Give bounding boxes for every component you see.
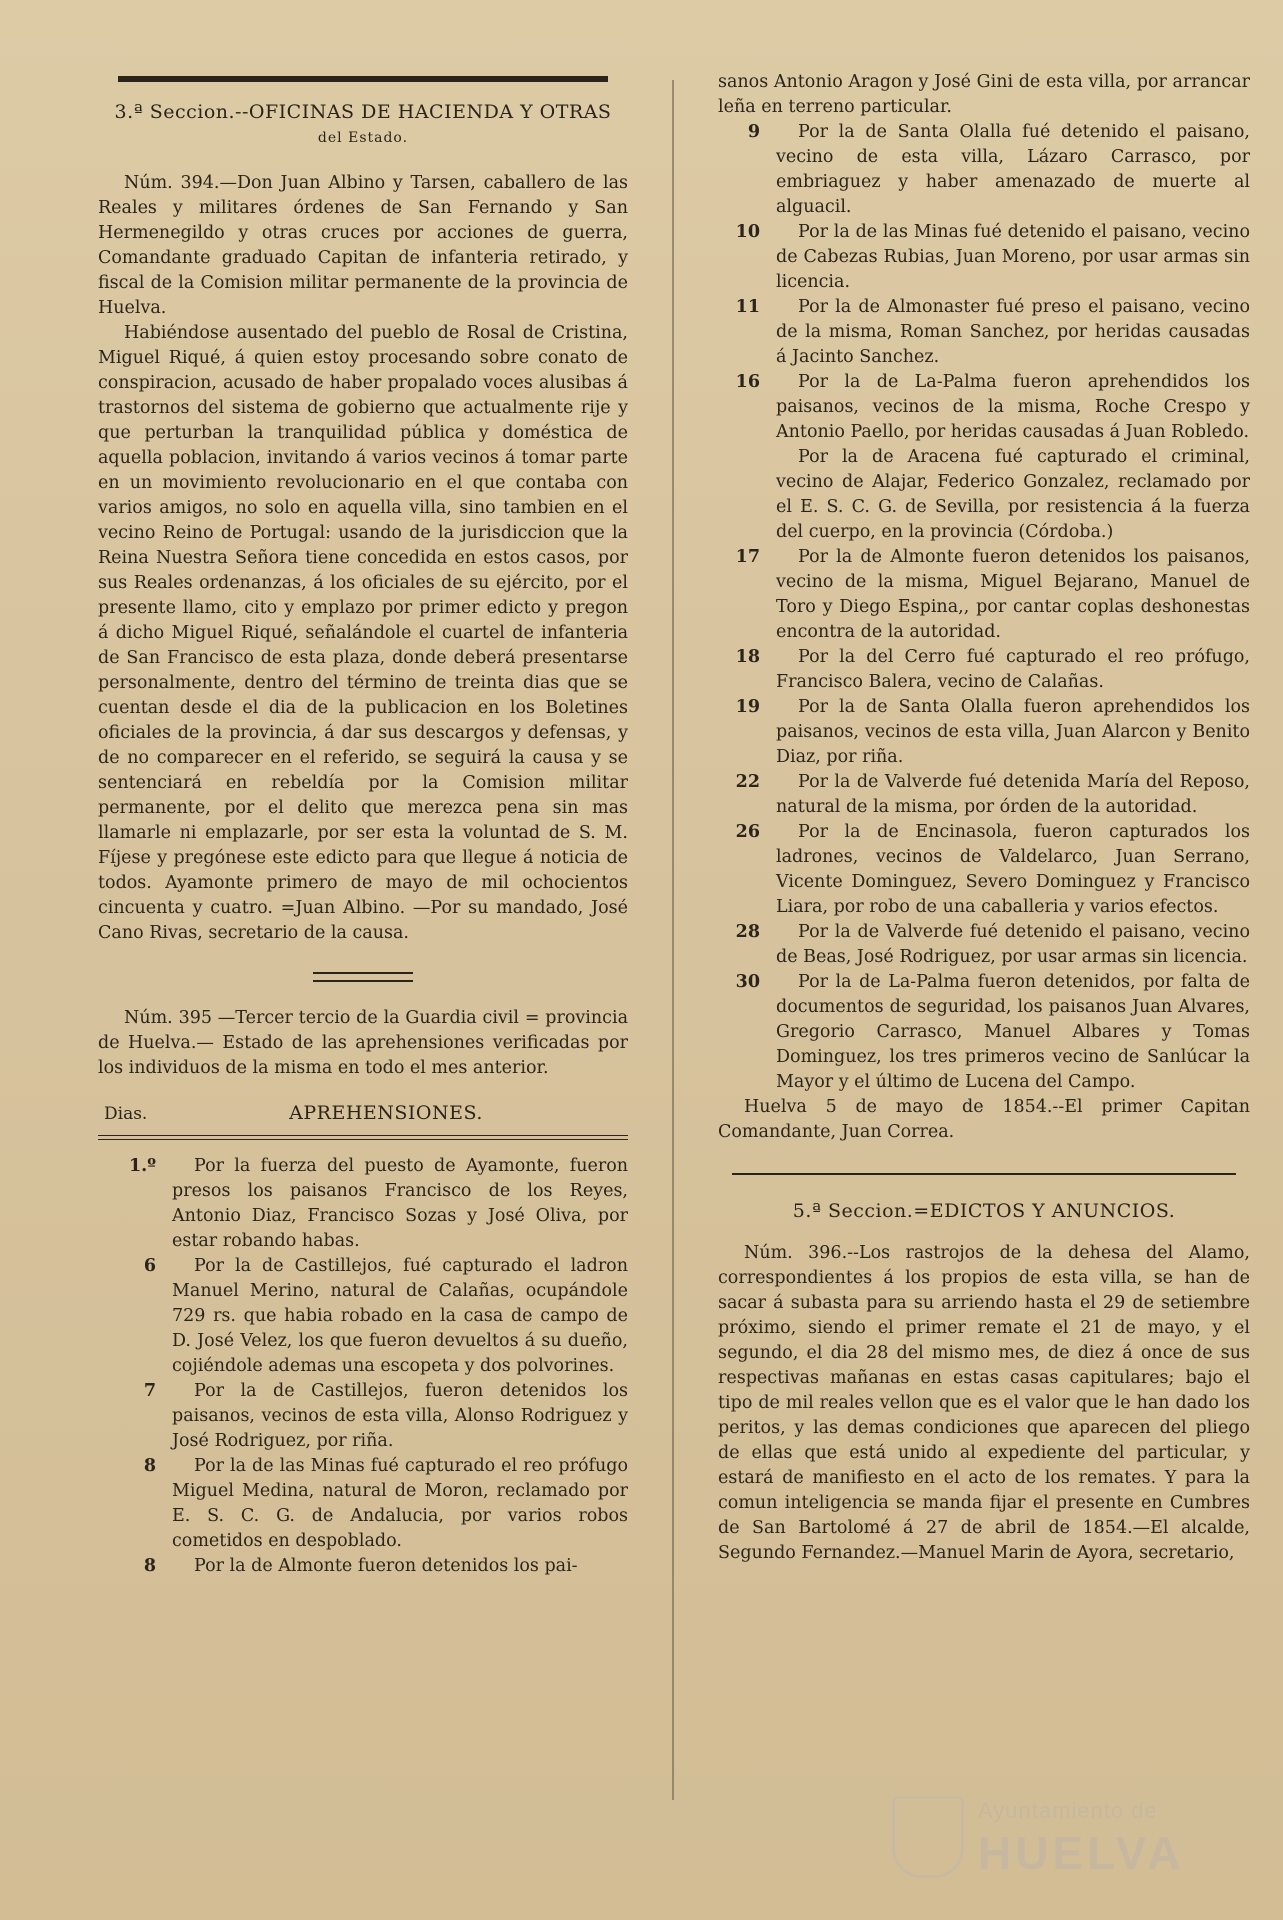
entry-day: 10	[735, 222, 760, 242]
city-shield-icon	[892, 1796, 964, 1878]
signature-line: Huelva 5 de mayo de 1854.--El primer Capitan Comandante, Juan Correa.	[718, 1097, 1250, 1142]
list-item	[128, 1154, 628, 1254]
continued-text: sanos Antonio Aragon y José Gini de esta villa, por arrancar leña en terreno particular.	[718, 72, 1250, 117]
section-rule	[732, 1173, 1236, 1175]
entry-text: Por la de Santa Olalla fué detenido el paisano, vecino de esta villa, Lázaro Carrasco, por embriaguez y haber amenazado de muerte al alguacil.	[776, 122, 1250, 217]
entry-text: Por la de Aracena fué capturado el criminal, vecino de Alajar, Federico Gonzalez, reclamado por el E. S. C. G. de Sevilla, por resistencia á la fuerza del cuerpo, en la provincia (Córdoba.)	[776, 447, 1250, 542]
section3-title: 3.ª Seccion.--OFICINAS DE HACIENDA Y OTRAS	[114, 101, 612, 123]
entry-day: 9	[747, 122, 760, 142]
list-item	[718, 695, 1250, 770]
entry-text: Por la de Valverde fué detenida María del Reposo, natural de la misma, por órden de la autoridad.	[776, 772, 1250, 817]
list-item	[718, 920, 1250, 970]
ornament-divider	[313, 972, 413, 982]
notice-394-heading: Núm. 394.—Don Juan Albino y Tarsen, caballero de las Reales y militares órdenes de San Fernando y San Hermenegildo y otras cruces por acciones de guerra, Comandante graduado Capitan de infanteria retirado, y fiscal de la Comision militar permanente de la provincia de Huelva.	[98, 173, 628, 318]
entry-day: 19	[735, 697, 760, 717]
table-rule-top	[98, 1135, 628, 1136]
list-item	[718, 120, 1250, 220]
top-rule	[118, 76, 608, 82]
entry-text: Por la de Santa Olalla fueron aprehendidos los paisanos, vecinos de esta villa, Juan Alarcon y Benito Diaz, por riña.	[776, 697, 1250, 767]
entry-text: Por la de Castillejos, fueron detenidos los paisanos, vecinos de esta villa, Alonso Rodriguez y José Rodriguez, por riña.	[172, 1381, 628, 1451]
list-item	[128, 1254, 628, 1379]
entry-day: 8	[143, 1556, 156, 1576]
section5-title: 5.ª Seccion.=EDICTOS Y ANUNCIOS.	[792, 1200, 1176, 1222]
entry-text: Por la fuerza del puesto de Ayamonte, fueron presos los paisanos Francisco de los Reyes, Antonio Diaz, Francisco Sozas y José Oliva, por estar robando habas.	[172, 1156, 628, 1251]
entry-text: Por la de las Minas fué detenido el paisano, vecino de Cabezas Rubias, Juan Moreno, por usar armas sin licencia.	[776, 222, 1250, 292]
entry-day: 8	[143, 1456, 156, 1476]
right-column	[718, 70, 1250, 1566]
list-item	[718, 545, 1250, 645]
entry-day: 11	[735, 297, 760, 317]
list-item	[718, 370, 1250, 445]
list-item	[718, 445, 1250, 545]
section3-subtitle: del Estado.	[317, 130, 409, 146]
entry-day: 17	[735, 547, 760, 567]
table-header	[98, 1101, 628, 1127]
entry-day: 18	[735, 647, 760, 667]
list-item	[718, 295, 1250, 370]
entry-day	[718, 445, 776, 545]
list-item	[718, 645, 1250, 695]
watermark-line1: Ayuntamiento de	[978, 1798, 1158, 1823]
table-rule-bottom	[98, 1139, 628, 1140]
notice-394-body: Habiéndose ausentado del pueblo de Rosal de Cristina, Miguel Riqué, á quien estoy procesando sobre conato de conspiracion, acusado de haber propalado voces alusibas á trastornos del sistema de gobierno que actualmente rije y que perturban la tranquilidad pública y doméstica de aquella poblacion, invitando á varios vecinos á tomar parte en un movimiento revolucionario en el que contaba con varios amigos, no solo en aquella villa, sino tambien en el vecino Reino de Portugal: usando de la jurisdiccion que la Reina Nuestra Señora tiene concedida en estos casos, por sus Reales ordenanzas, á los oficiales de su ejército, por el presente llamo, cito y emplazo por primer edicto y pregon á dicho Miguel Riqué, señalándole el cuartel de infanteria de San Francisco de esta plaza, donde deberá presentarse personalmente, dentro del término de treinta dias que se cuentan desde el dia de la publicacion en los Boletines oficiales de la provincia, á dar sus descargos y defensas, y de no comparecer en el referido, se seguirá la causa y se sentenciará en rebeldía por la Comision militar permanente, por el delito que merezca pena sin mas llamarle ni emplazarle, por ser esta la voluntad de S. M. Fíjese y pregónese este edicto para que llegue á noticia de todos. Ayamonte primero de mayo de mil ochocientos cincuenta y cuatro. =Juan Albino. —Por su mandado, José Cano Rivas, secretario de la causa.	[98, 323, 628, 943]
list-item	[718, 220, 1250, 295]
column-divider	[672, 80, 674, 1800]
list-item	[128, 1379, 628, 1454]
entry-text: Por la de Encinasola, fueron capturados los ladrones, vecinos de Valdelarco, Juan Serrano, Vicente Dominguez, Severo Dominguez y Francisco Liara, por robo de una caballeria y varios efectos.	[776, 822, 1250, 917]
entry-day: 26	[735, 822, 760, 842]
entry-day: 1.º	[128, 1156, 156, 1176]
entry-text: Por la de Castillejos, fué capturado el ladron Manuel Merino, natural de Calañas, ocupándole 729 rs. que habia robado en la casa de campo de D. José Velez, los que fueron devueltos á su dueño, cojiéndole ademas una escopeta y dos polvorines.	[172, 1256, 628, 1376]
list-item	[718, 770, 1250, 820]
list-item	[128, 1554, 628, 1579]
left-column	[98, 70, 628, 1579]
notice-395-intro: Núm. 395 —Tercer tercio de la Guardia civil = provincia de Huelva.— Estado de las aprehensiones verificadas por los individuos de la misma en todo el mes anterior.	[98, 1008, 628, 1078]
entry-text: Por la de La-Palma fueron aprehendidos los paisanos, vecinos de la misma, Roche Crespo y Antonio Paello, por heridas causadas á Juan Robledo.	[776, 372, 1250, 442]
entry-text: Por la de las Minas fué capturado el reo prófugo Miguel Medina, natural de Moron, reclamado por E. S. C. G. de Andalucia, por varios robos cometidos en despoblado.	[172, 1456, 628, 1551]
entry-day: 28	[735, 922, 760, 942]
entry-text: Por la de La-Palma fueron detenidos, por falta de documentos de seguridad, los paisanos Juan Alvares, Gregorio Carrasco, Manuel Albares y Tomas Dominguez, los tres primeros vecino de Sanlúcar la Mayor y el último de Lucena del Campo.	[776, 972, 1250, 1092]
entry-text: Por la de Almonte fueron detenidos los pai-	[194, 1556, 578, 1576]
entry-day: 22	[735, 772, 760, 792]
watermark-line2: HUELVA	[978, 1827, 1185, 1879]
entry-day: 30	[735, 972, 760, 992]
list-item	[718, 970, 1250, 1095]
entry-day: 16	[735, 372, 760, 392]
entry-text: Por la del Cerro fué capturado el reo prófugo, Francisco Balera, vecino de Calañas.	[776, 647, 1250, 692]
entry-text: Por la de Valverde fué detenido el paisano, vecino de Beas, José Rodriguez, por usar armas sin licencia.	[776, 922, 1250, 967]
col-days-label: Dias.	[104, 1104, 148, 1124]
list-item	[128, 1454, 628, 1554]
entry-text: Por la de Almonaster fué preso el paisano, vecino de la misma, Roman Sanchez, por heridas causadas á Jacinto Sanchez.	[776, 297, 1250, 367]
notice-396: Núm. 396.--Los rastrojos de la dehesa del Alamo, correspondientes á los propios de esta villa, se han de sacar á subasta para su arriendo hasta el 29 de setiembre próximo, siendo el primer remate el 21 de mayo, y el segundo, el dia 28 del mismo mes, de diez á once de sus respectivas mañanas en estas casas capitulares; bajo el tipo de mil reales vellon que es el valor que le han dado los peritos, y las demas condiciones que aparecen del pliego de ellas que está unido al expediente del particular, y estará de manifiesto en el acto de los remates. Y para la comun inteligencia se manda fijar el presente en Cumbres de San Bartolomé á 27 de abril de 1854.—El alcalde, Segundo Fernandez.—Manuel Marin de Ayora, secretario,	[718, 1243, 1250, 1563]
archive-watermark	[892, 1792, 1232, 1879]
entry-text: Por la de Almonte fueron detenidos los paisanos, vecino de la misma, Miguel Bejarano, Manuel de Toro y Diego Espina,, por cantar coplas deshonestas encontra de la autoridad.	[776, 547, 1250, 642]
entry-day: 7	[143, 1381, 156, 1401]
col-aprehensiones-label: APREHENSIONES.	[289, 1102, 483, 1124]
entry-day: 6	[143, 1256, 156, 1276]
list-item	[718, 820, 1250, 920]
